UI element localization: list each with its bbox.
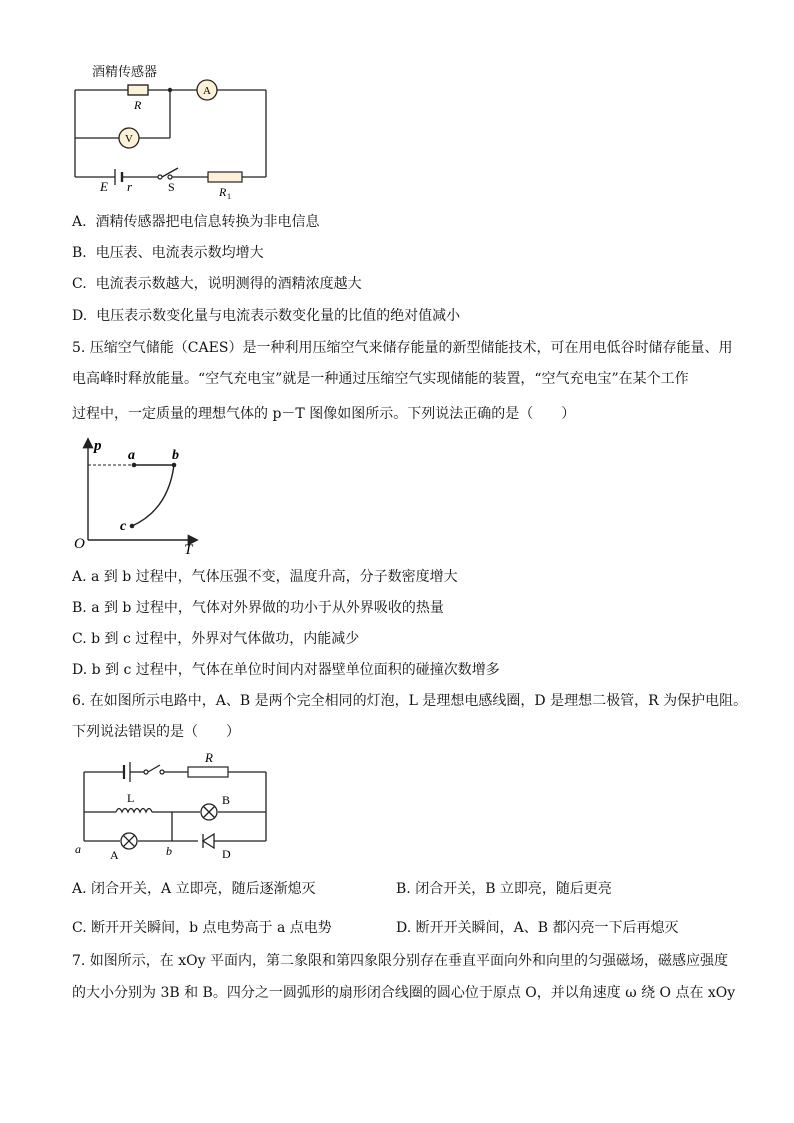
sensor-label: 酒精传感器 <box>92 64 158 79</box>
q4-option-b: B. 电压表、电流表示数均增大 <box>72 245 264 261</box>
q5-stem-line1: 5. 压缩空气储能（CAES）是一种利用压缩空气来储存能量的新型储能技术，可在用电低谷时储存能量、用 <box>72 340 733 356</box>
q5-stem-line2: 电高峰时释放能量。“空气充电宝”就是一种通过压缩空气实现储能的装置，“空气充电宝”在某个工作 <box>72 371 689 387</box>
q6-resistor-label: R <box>205 750 213 765</box>
graph-p-label: p <box>94 438 102 454</box>
alcohol-sensor-circuit <box>70 60 280 200</box>
q6-option-d: D. 断开开关瞬间，A、B 都闪亮一下后再熄灭 <box>396 920 679 936</box>
q4-option-a: A. 酒精传感器把电信息转换为非电信息 <box>72 214 320 230</box>
lamp-a-label: A <box>110 848 119 862</box>
resistor-r-label: R <box>134 98 142 112</box>
q5-option-d: D. b 到 c 过程中，气体在单位时间内对器壁单位面积的碰撞次数增多 <box>72 662 500 678</box>
q7-stem-line2: 的大小分别为 3B 和 B。四分之一圆弧形的扇形闭合线圈的圆心位于原点 O，并以角速度 ω 绕 O 点在 xOy <box>72 985 736 1001</box>
internal-r-label: r <box>127 179 133 194</box>
q5-option-c: C. b 到 c 过程中，外界对气体做功，内能减少 <box>72 631 360 647</box>
graph-origin-label: O <box>74 536 85 552</box>
q5-option-b: B. a 到 b 过程中，气体对外界做的功小于从外界吸收的热量 <box>72 600 444 616</box>
q6-stem-line1: 6. 在如图所示电路中，A、B 是两个完全相同的灯泡，L 是理想电感线圈，D 是理想二极管，R 为保护电阻。 <box>72 693 748 709</box>
node-a-label: a <box>75 842 81 856</box>
ammeter-label: A <box>203 85 211 97</box>
voltmeter-label: V <box>125 133 133 145</box>
inductor-label: L <box>127 791 135 805</box>
q4-option-d: D. 电压表示数变化量与电流表示数变化量的比值的绝对值减小 <box>72 308 461 324</box>
q5-stem-line3: 过程中，一定质量的理想气体的 p－T 图像如图所示。下列说法正确的是（ ） <box>72 406 576 422</box>
q7-stem-line1: 7. 如图所示，在 xOy 平面内，第二象限和第四象限分别存在垂直平面向外和向里的匀强磁场，磁感应强度 <box>72 953 728 969</box>
r1-label: R <box>219 185 227 199</box>
point-c-label: c <box>120 519 127 534</box>
q6-stem-line2: 下列说法错误的是（ ） <box>72 724 240 740</box>
point-a-label: a <box>128 448 135 463</box>
switch-label: S <box>168 180 175 194</box>
q6-option-a: A. 闭合开关，A 立即亮，随后逐渐熄灭 <box>72 881 316 897</box>
graph-t-label: T <box>184 542 193 557</box>
point-b-label: b <box>172 448 179 463</box>
lamp-b-label: B <box>222 793 231 807</box>
q6-option-c: C. 断开开关瞬间，b 点电势高于 a 点电势 <box>72 920 332 936</box>
p-t-graph <box>68 432 208 557</box>
diode-label: D <box>222 847 231 861</box>
q6-option-b: B. 闭合开关，B 立即亮，随后更亮 <box>396 881 612 897</box>
emf-label: E <box>100 179 108 194</box>
lamp-inductor-circuit <box>72 748 272 863</box>
q5-option-a: A. a 到 b 过程中，气体压强不变，温度升高，分子数密度增大 <box>72 569 458 585</box>
node-b-label: b <box>166 844 172 858</box>
q4-option-c: C. 电流表示数越大，说明测得的酒精浓度越大 <box>72 276 362 292</box>
r1-subscript: 1 <box>227 192 231 200</box>
